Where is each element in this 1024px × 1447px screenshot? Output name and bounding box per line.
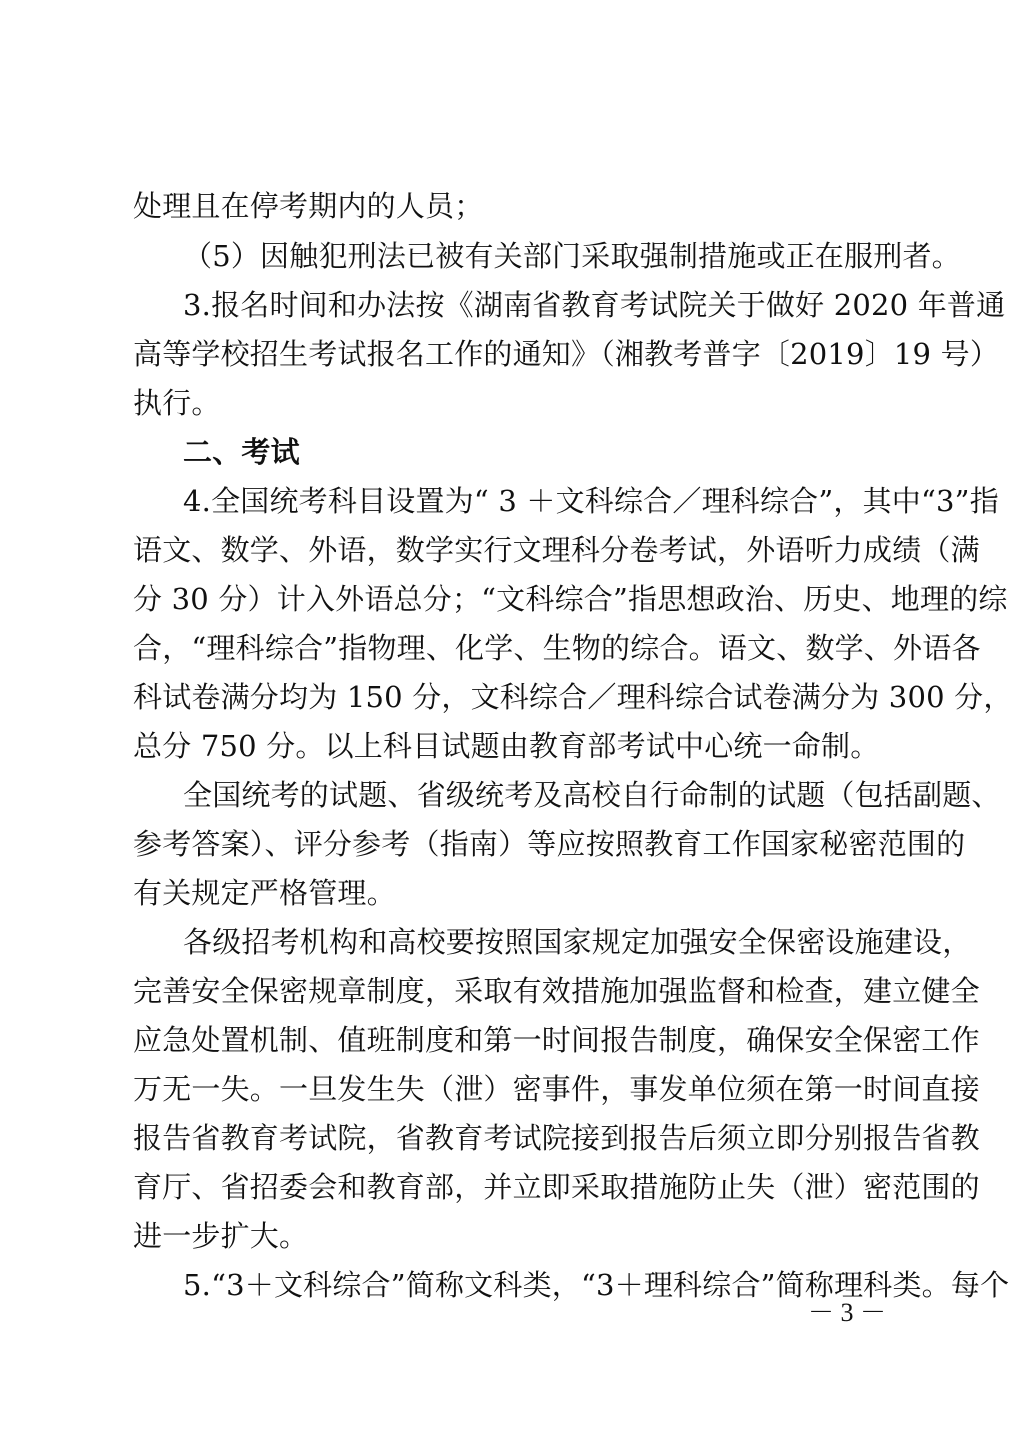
text-line-19: 万无一失。一旦发生失（泄）密事件，事发单位须在第一时间直接 [133,1072,980,1106]
text-line-5: 执行。 [133,386,221,420]
text-line-15: 有关规定严格管理。 [133,876,396,910]
text-line-20: 报告省教育考试院，省教育考试院接到报告后须立即分别报告省教 [133,1121,980,1155]
text-line-12: 总分 750 分。以上科目试题由教育部考试中心统一命制。 [133,729,880,763]
section-heading: 二、考试 [183,435,300,469]
text-line-16: 各级招考机构和高校要按照国家规定加强安全保密设施建设， [183,925,972,959]
text-line-4: 高等学校招生考试报名工作的通知》（湘教考普字〔2019〕19 号） [133,337,1000,371]
text-line-23: 5.“3＋文科综合”简称文科类，“3＋理科综合”简称理科类。每个 [183,1268,1010,1302]
text-line-7: 4.全国统考科目设置为“ 3 ＋文科综合／理科综合”，其中“3”指 [183,484,999,518]
text-line-3: 3.报名时间和办法按《湖南省教育考试院关于做好 2020 年普通 [183,288,1006,322]
text-line-17: 完善安全保密规章制度，采取有效措施加强监督和检查，建立健全 [133,974,980,1008]
text-line-21: 育厅、省招委会和教育部，并立即采取措施防止失（泄）密范围的 [133,1170,980,1204]
text-line-18: 应急处置机制、值班制度和第一时间报告制度，确保安全保密工作 [133,1023,980,1057]
text-line-10: 合，“理科综合”指物理、化学、生物的综合。语文、数学、外语各 [133,631,981,665]
text-line-8: 语文、数学、外语，数学实行文理科分卷考试，外语听力成绩（满 [133,533,980,567]
text-line-1: 处理且在停考期内的人员； [133,189,484,223]
text-line-22: 进一步扩大。 [133,1219,309,1253]
text-line-11: 科试卷满分均为 150 分，文科综合／理科综合试卷满分为 300 分， [133,680,1013,714]
text-line-9: 分 30 分）计入外语总分；“文科综合”指思想政治、历史、地理的综 [133,582,1008,616]
text-line-14: 参考答案）、评分参考（指南）等应按照教育工作国家秘密范围的 [133,827,966,861]
text-line-2: （5）因触犯刑法已被有关部门采取强制措施或正在服刑者。 [183,239,961,273]
page-number: － 3 － [807,1298,886,1327]
text-line-13: 全国统考的试题、省级统考及高校自行命制的试题（包括副题、 [183,778,1001,812]
